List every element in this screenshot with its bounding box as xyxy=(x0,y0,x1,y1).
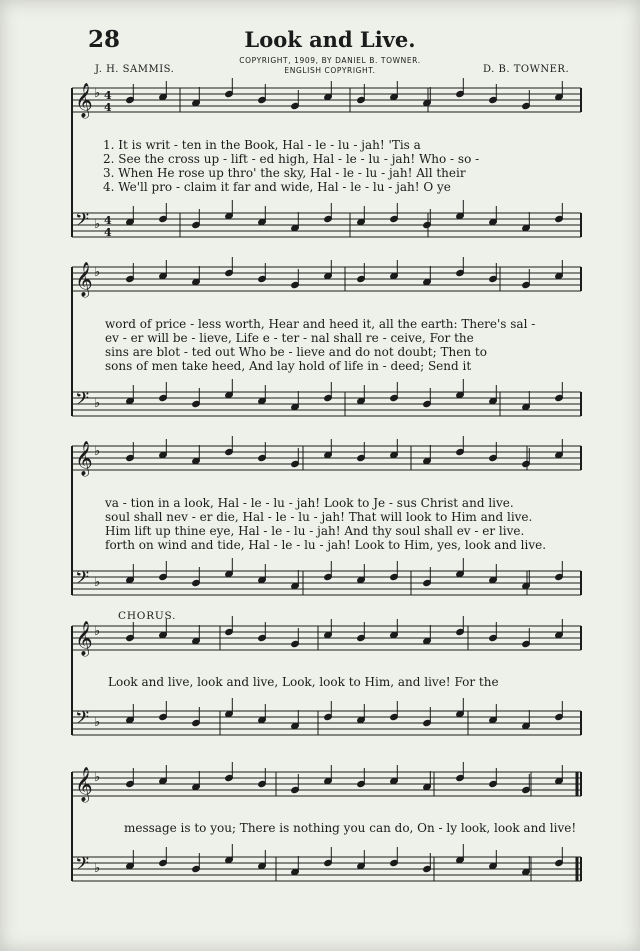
chorus-line-2 xyxy=(124,821,577,835)
svg-text:4: 4 xyxy=(104,101,112,114)
verse-line: ev - er will be - lieve, Life e - ter - nal shall re - ceive, For the xyxy=(105,331,474,345)
verse-line: va - tion in a look, Hal - le - lu - jah! Look to Je - sus Christ and live. xyxy=(105,496,514,510)
verse-line: forth on wind and tide, Hal - le - lu - jah! Look to Him, yes, look and live. xyxy=(105,538,547,552)
svg-text:𝄢: 𝄢 xyxy=(75,708,90,733)
chorus-text: Look and live, look and live, Look, look to Him, and live! For the xyxy=(108,675,499,689)
verse-line: 1. It is writ - ten in the Book, Hal - le - lu - jah! 'Tis a xyxy=(103,138,421,152)
svg-text:♭: ♭ xyxy=(94,715,101,730)
verse-line: 3. When He rose up thro' the sky, Hal - le - lu - jah! All their xyxy=(103,166,466,180)
composer: D. B. TOWNER. xyxy=(483,64,570,75)
svg-text:♭: ♭ xyxy=(94,770,101,785)
copyright-line: COPYRIGHT, 1909, BY DANIEL B. TOWNER. xyxy=(239,56,421,65)
lyricist: J. H. SAMMIS. xyxy=(95,64,175,75)
svg-text:𝄞: 𝄞 xyxy=(75,262,93,297)
svg-text:𝄢: 𝄢 xyxy=(75,210,90,235)
svg-text:♭: ♭ xyxy=(94,396,101,411)
verses-block-2 xyxy=(105,317,565,373)
svg-text:4: 4 xyxy=(104,214,112,227)
svg-text:♭: ♭ xyxy=(94,86,101,101)
svg-text:♭: ♭ xyxy=(94,624,101,639)
verse-line: sins are blot - ted out Who be - lieve and do not doubt; Then to xyxy=(105,345,487,359)
svg-text:𝄞: 𝄞 xyxy=(75,621,93,656)
svg-text:♭: ♭ xyxy=(94,265,101,280)
svg-text:4: 4 xyxy=(104,226,112,239)
hymn-title: Look and Live. xyxy=(244,27,416,52)
svg-text:𝄢: 𝄢 xyxy=(75,568,90,593)
svg-text:𝄞: 𝄞 xyxy=(75,441,93,476)
svg-text:♭: ♭ xyxy=(94,217,101,232)
verse-line: soul shall nev - er die, Hal - le - lu - jah! That will look to Him and live. xyxy=(105,510,533,524)
chorus-text: message is to you; There is nothing you can do, On - ly look, look and live! xyxy=(124,821,577,835)
svg-text:𝄢: 𝄢 xyxy=(75,389,90,414)
verses-block-1 xyxy=(103,138,565,194)
svg-text:♭: ♭ xyxy=(94,444,101,459)
chorus-line-1 xyxy=(108,675,563,689)
svg-text:♭: ♭ xyxy=(94,861,101,876)
english-copyright-line: ENGLISH COPYRIGHT. xyxy=(284,66,376,75)
svg-text:4: 4 xyxy=(104,89,112,102)
verse-line: sons of men take heed, And lay hold of life in - deed; Send it xyxy=(105,359,472,373)
svg-text:𝄞: 𝄞 xyxy=(75,767,93,802)
hymn-number: 28 xyxy=(88,26,121,53)
verse-line: 4. We'll pro - claim it far and wide, Hal - le - lu - jah! O ye xyxy=(103,180,451,194)
svg-text:𝄞: 𝄞 xyxy=(75,83,93,118)
verses-block-3 xyxy=(105,496,558,552)
chorus-label: CHORUS. xyxy=(118,610,177,622)
verse-line: Him lift up thine eye, Hal - le - lu - jah! And thy soul shall ev - er live. xyxy=(105,524,525,538)
verse-line: 2. See the cross up - lift - ed high, Hal - le - lu - jah! Who - so - xyxy=(103,152,480,166)
verse-line: word of price - less worth, Hear and heed it, all the earth: There's sal - xyxy=(105,317,536,331)
svg-text:𝄢: 𝄢 xyxy=(75,854,90,879)
svg-text:♭: ♭ xyxy=(94,575,101,590)
